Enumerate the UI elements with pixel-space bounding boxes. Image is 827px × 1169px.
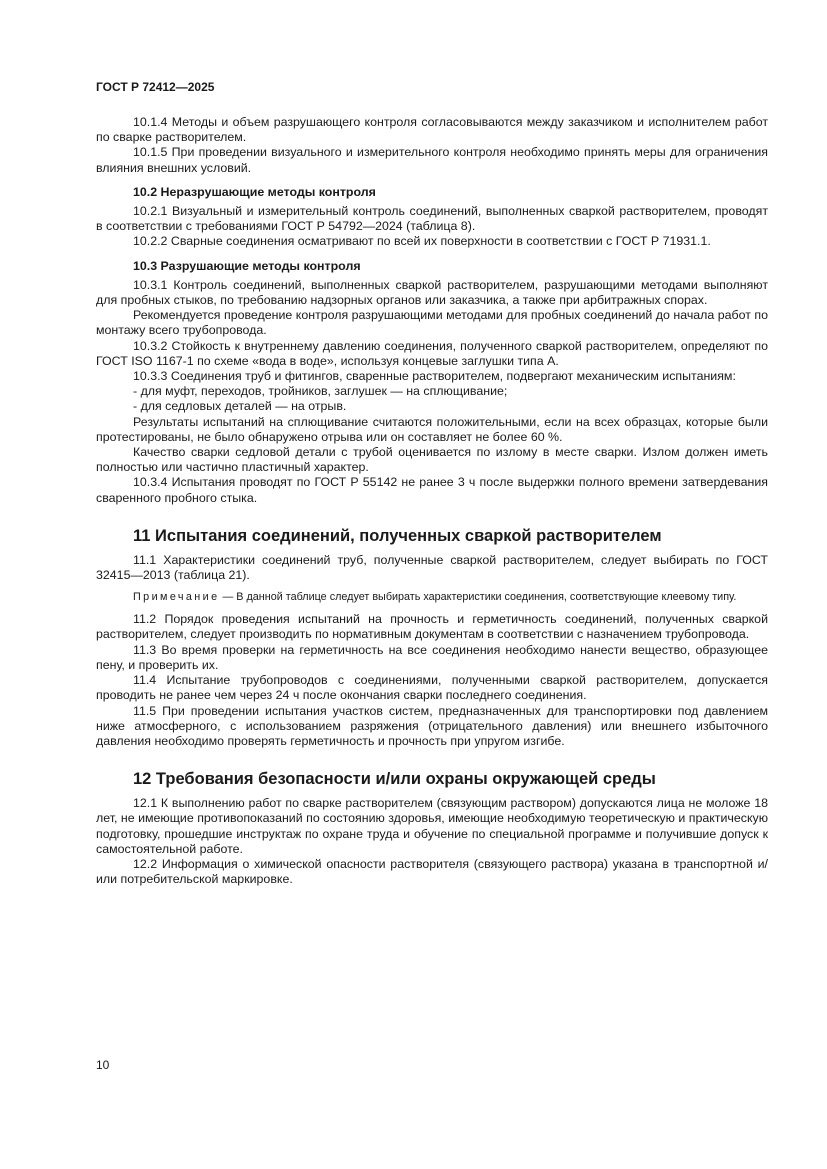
paragraph-11-1: 11.1 Характеристики соединений труб, полученные сваркой растворителем, следует выбирать по ГОСТ 32415—2013 (таблица 21). [96, 552, 768, 583]
document-body [96, 115, 768, 887]
note-label: Примечание [133, 591, 220, 604]
paragraph-11-4: 11.4 Испытание трубопроводов с соединениями, полученными сваркой растворителем, допускается проводить не ранее чем через 24 ч после окончания сварки последнего соединения. [96, 673, 768, 703]
section-heading-11: 11 Испытания соединений, полученных сваркой растворителем [133, 526, 662, 545]
paragraph-11-3: 11.3 Во время проверки на герметичность на все соединения необходимо нанести вещество, образующее пену, и проверить их. [96, 642, 768, 672]
note [96, 590, 768, 604]
note-text: — В данной таблице следует выбирать характеристики соединения, соответствующие клеевому типу. [219, 591, 737, 604]
paragraph-10-2-1: 10.2.1 Визуальный и измерительный контроль соединений, выполненных сваркой растворителем, проводят в соответствии с требованиями ГОСТ Р 54792—2024 (таблица 8). [96, 204, 768, 234]
page-number: 10 [96, 1058, 110, 1072]
subsection-heading-10-2: 10.2 Неразрушающие методы контроля [133, 184, 376, 199]
document-header: ГОСТ Р 72412—2025 [96, 80, 215, 94]
paragraph-12-2: 12.2 Информация о химической опасности растворителя (связующего раствора) указана в транспортной и/или потребительской маркировке. [96, 856, 768, 887]
paragraph-10-1-5: 10.1.5 При проведении визуального и измерительного контроля необходимо принять меры для ограничения влияния внешних условий. [96, 145, 768, 175]
paragraph-11-5: 11.5 При проведении испытания участков систем, предназначенных для транспортировки под давлением ниже атмосферного, с использованием разряжения (отрицательного давления) или внешнего избыточного давления необходимо проверять герметичность и прочность при упругом изгибе. [96, 703, 768, 748]
subsection-heading-10-3: 10.3 Разрушающие методы контроля [133, 258, 361, 273]
paragraph-10-2-2: 10.2.2 Сварные соединения осматривают по всей их поверхности в соответствии с ГОСТ Р 71931.1. [133, 234, 711, 249]
paragraph-10-3-3-quality: Качество сварки седловой детали с трубой оценивается по излому в месте сварки. Излом должен иметь полностью или частично пластичный характер. [96, 445, 768, 475]
paragraph-10-3-2: 10.3.2 Стойкость к внутреннему давлению соединения, полученного сваркой растворителем, определяют по ГОСТ ISO 1167-1 по схеме «вода в воде», используя концевые заглушки типа А. [96, 338, 768, 368]
section-heading-12: 12 Требования безопасности и/или охраны окружающей среды [133, 770, 656, 789]
paragraph-11-2: 11.2 Порядок проведения испытаний на прочность и герметичность соединений, полученных сваркой растворителем, следует производить по нормативным документам в соответствии с назначением трубопровода. [96, 612, 768, 642]
paragraph-10-1-4: 10.1.4 Методы и объем разрушающего контроля согласовываются между заказчиком и исполнителем работ по сварке растворителем. [96, 115, 768, 145]
paragraph-10-3-4: 10.3.4 Испытания проводят по ГОСТ Р 55142 не ранее 3 ч после выдержки полного времени затвердевания сваренного пробного стыка. [96, 475, 768, 505]
paragraph-10-3-1-recommendation: Рекомендуется проведение контроля разрушающими методами для пробных соединений до начала работ по монтажу всего трубопровода. [96, 308, 768, 338]
paragraph-12-1: 12.1 К выполнению работ по сварке растворителем (связующим раствором) допускаются лица не моложе 18 лет, не имеющие противопоказаний по состоянию здоровья, имеющие необходимую теоретическую и практическую подготовку, прошедшие инструктаж по охране труда и обучение по специальной программе и получившие допуск к самостоятельной работе. [96, 796, 768, 856]
paragraph-10-3-1: 10.3.1 Контроль соединений, выполненных сваркой растворителем, разрушающими методами выполняют для пробных стыков, по требованию надзорных органов или заказчика, а также при арбитражных спорах. [96, 277, 768, 308]
list-item-flattening: - для муфт, переходов, тройников, заглушек — на сплющивание; [133, 384, 508, 399]
paragraph-10-3-3-results: Результаты испытаний на сплющивание считаются положительными, если на всех образцах, которые были протестированы, не было обнаружено отрыва или он составляет не более 60 %. [96, 414, 768, 444]
paragraph-10-3-3: 10.3.3 Соединения труб и фитингов, сваренные растворителем, подвергают механическим испытаниям: [133, 369, 736, 384]
list-item-peel: - для седловых деталей — на отрыв. [133, 399, 347, 414]
